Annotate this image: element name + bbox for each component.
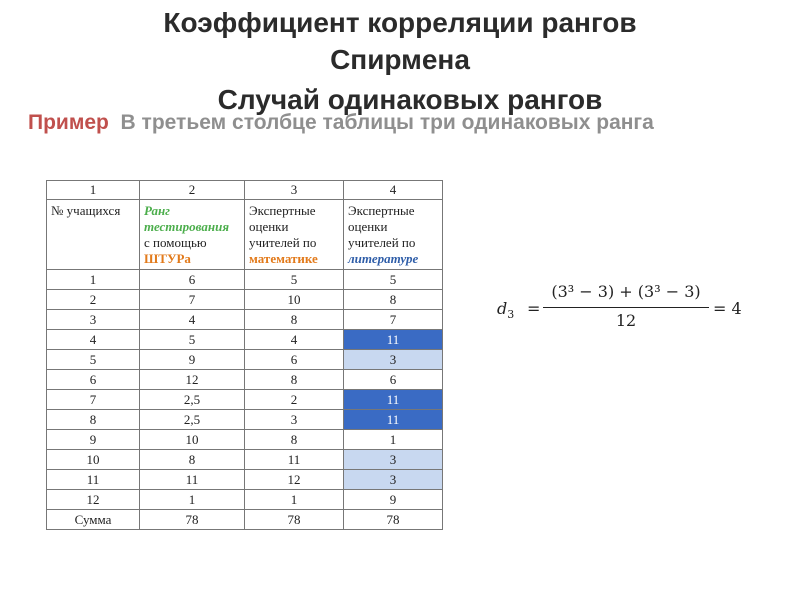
fraction-bar: [543, 307, 709, 308]
cell-student: 11: [47, 470, 140, 490]
cell-student: 1: [47, 270, 140, 290]
sum-row: [47, 510, 443, 530]
cell-math: 12: [245, 470, 344, 490]
cell-math: 2: [245, 390, 344, 410]
cell-test-rank: 8: [140, 450, 245, 470]
cell-student: 8: [47, 410, 140, 430]
formula-lhs: [497, 299, 514, 321]
table-row: [47, 370, 443, 390]
slide-title-line1: Коэффициент корреляции рангов: [163, 7, 637, 38]
slide-subtitle: Случай одинаковых рангов: [217, 84, 603, 115]
table-row: [47, 290, 443, 310]
cell-literature: 1: [344, 430, 443, 450]
header-literature-subject: литературе: [348, 251, 419, 266]
header-literature-plain: Экспертные оценки учителей по: [348, 203, 416, 250]
cell-math: 1: [245, 490, 344, 510]
sum-label: Сумма: [47, 510, 140, 530]
cell-literature: 3: [344, 350, 443, 370]
table-row: [47, 390, 443, 410]
sum-literature: 78: [344, 510, 443, 530]
tie-correction-formula: [497, 280, 757, 340]
formula-variable: d: [497, 299, 508, 318]
cell-student: 7: [47, 390, 140, 410]
cell-math: 8: [245, 370, 344, 390]
cell-student: 9: [47, 430, 140, 450]
header-math-subject: математике: [249, 251, 318, 266]
ranks-table: [46, 180, 443, 530]
column-number: 4: [344, 181, 443, 200]
cell-student: 12: [47, 490, 140, 510]
cell-student: 4: [47, 330, 140, 350]
column-number: 3: [245, 181, 344, 200]
table-row: [47, 450, 443, 470]
cell-literature: 5: [344, 270, 443, 290]
cell-math: 11: [245, 450, 344, 470]
cell-math: 4: [245, 330, 344, 350]
cell-student: 2: [47, 290, 140, 310]
header-students: № учащихся: [47, 200, 140, 270]
table-row: [47, 330, 443, 350]
header-test-rank-mid: с помощью: [144, 235, 207, 250]
table-row: [47, 490, 443, 510]
intro-paragraph: [28, 109, 768, 137]
cell-math: 8: [245, 310, 344, 330]
cell-test-rank: 11: [140, 470, 245, 490]
cell-literature: 11: [344, 330, 443, 350]
cell-test-rank: 9: [140, 350, 245, 370]
cell-test-rank: 2,5: [140, 390, 245, 410]
cell-literature: 11: [344, 410, 443, 430]
cell-test-rank: 5: [140, 330, 245, 350]
table-body: [47, 270, 443, 510]
intro-lead: Пример: [28, 111, 109, 134]
column-number-row: [47, 181, 443, 200]
table-row: [47, 350, 443, 370]
formula-subscript: 3: [507, 308, 515, 322]
cell-literature: 9: [344, 490, 443, 510]
cell-test-rank: 4: [140, 310, 245, 330]
cell-literature: 3: [344, 450, 443, 470]
sum-test: 78: [140, 510, 245, 530]
slide-title-line2: Спирмена: [330, 44, 470, 75]
column-number: 1: [47, 181, 140, 200]
header-math: [245, 200, 344, 270]
sum-math: 78: [245, 510, 344, 530]
header-test-rank-label: Ранг тестирования: [144, 203, 230, 234]
cell-test-rank: 1: [140, 490, 245, 510]
cell-student: 3: [47, 310, 140, 330]
table-row: [47, 410, 443, 430]
cell-student: 5: [47, 350, 140, 370]
formula-equals: =: [527, 299, 541, 318]
column-number: 2: [140, 181, 245, 200]
cell-student: 10: [47, 450, 140, 470]
formula-fraction: [543, 280, 709, 331]
cell-math: 6: [245, 350, 344, 370]
table-row: [47, 270, 443, 290]
cell-test-rank: 6: [140, 270, 245, 290]
formula-denominator: 12: [615, 311, 637, 330]
cell-literature: 6: [344, 370, 443, 390]
table-row: [47, 310, 443, 330]
header-row: [47, 200, 443, 270]
intro-text: В третьем столбце таблицы три одинаковых ранга: [120, 111, 654, 134]
cell-test-rank: 7: [140, 290, 245, 310]
cell-literature: 8: [344, 290, 443, 310]
table-row: [47, 430, 443, 450]
cell-test-rank: 10: [140, 430, 245, 450]
header-test-rank-tail: ШТУРа: [144, 251, 191, 266]
formula-result: = 4: [713, 299, 742, 318]
cell-literature: 3: [344, 470, 443, 490]
cell-test-rank: 12: [140, 370, 245, 390]
formula-numerator: (3³ − 3) + (3³ − 3): [551, 282, 701, 301]
cell-math: 5: [245, 270, 344, 290]
table-row: [47, 470, 443, 490]
cell-student: 6: [47, 370, 140, 390]
cell-math: 3: [245, 410, 344, 430]
header-test-rank: [140, 200, 245, 270]
cell-math: 10: [245, 290, 344, 310]
cell-math: 8: [245, 430, 344, 450]
cell-literature: 7: [344, 310, 443, 330]
header-literature: [344, 200, 443, 270]
cell-literature: 11: [344, 390, 443, 410]
header-math-plain: Экспертные оценки учителей по: [249, 203, 317, 250]
cell-test-rank: 2,5: [140, 410, 245, 430]
